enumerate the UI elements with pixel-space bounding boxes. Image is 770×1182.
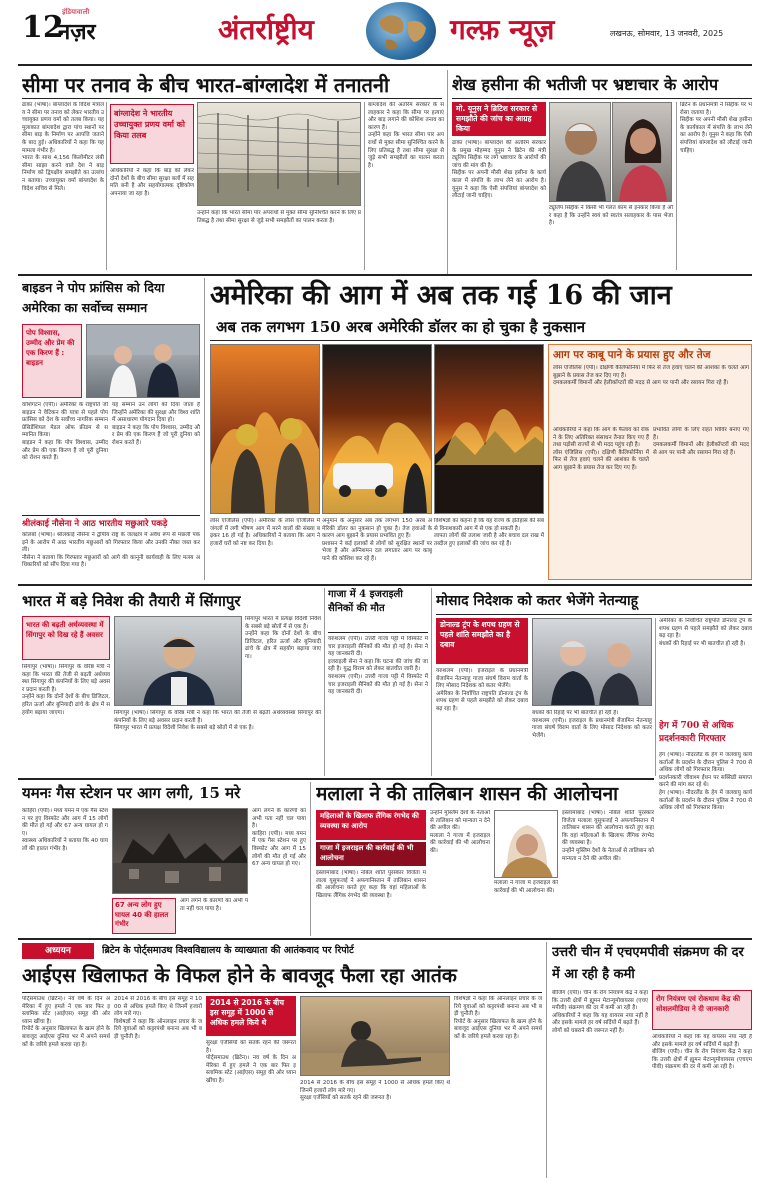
- article-body: उन्होंने मुस्लिम देशों के नेताओं से तालिबान को मान्यता न देने की अपील की। मलाला ने गाजा में इजराइल की कार्रवाई की भी आलोचना की।: [430, 810, 490, 854]
- tulip-siddiq-photo: [612, 102, 672, 202]
- biden-pope-photo: [86, 324, 200, 398]
- brand-small: इंडियावाली: [62, 8, 90, 16]
- article-body: सुरक्षा एजेंसियों को सतर्क रहने की जरूरत है। पोर्ट्समाउथ (ब्रिटेन)। नव वर्ष के दिन अमेरिका में हुए हमले ने एक बार फिर इस्लामिक स्टेट (आईएस) समूह की ओर ध्यान खींचा है।: [206, 1040, 296, 1084]
- article-body: बंधकों की रिहाई पर भी बातचीत हो रही है। यरुशलम (एपी)। इजराइल के प्रधानमंत्री बेंजामिन नेतन्याहू गाजा संघर्ष विराम वार्ता के लिए मोसाद निदेशक को कतर भेजेंगे।: [532, 710, 652, 739]
- divider: [546, 942, 547, 1178]
- divider: [452, 98, 752, 99]
- article-body: बांग्लादेश की अंतरिम सरकार के सलाहकार ने कहा कि सीमा पर हत्याएं और बाड़ लगाने की कोशिश तनाव का कारण हैं। उन्होंने कहा कि भारत सीमा पार अपराधों से मुक्त सीमा सुनिश्चित करने के लिए प्रतिबद्ध है तथा सीमा सुरक्षा से जुड़े सभी समझौतों का पालन करता है।: [368, 102, 444, 169]
- section-title-2: गल्फ़ न्यूज़: [450, 13, 555, 46]
- singapore-minister-photo: [114, 616, 242, 706]
- divider: [431, 588, 432, 776]
- article-body: अमेरिका के निर्वाचित राष्ट्रपति डोनाल्ड ट्रंप के शपथ ग्रहण से पहले समझौते को लेकर दबाव बढ़ रहा है। बंधकों की रिहाई पर भी बातचीत हो रही है।: [659, 618, 752, 647]
- article-body: अनुमान के अनुसार अब तक लगभग 150 अरब अमेरिकी डॉलर का नुकसान हो चुका है। तेज हवाओं के कारण आग बुझाने के प्रयास प्रभावित हुए हैं। प्रशासन ने कई इलाकों से लोगों को सुरक्षित स्थानों पर भेजा है और अग्निशमन दल लगातार आग पर काबू पाने की कोशिश कर रहे हैं।: [322, 518, 432, 562]
- divider: [22, 992, 542, 993]
- divider: [204, 278, 205, 580]
- subheadline-us-fire: अब तक लगभग 150 अरब अमेरिकी डॉलर का हो चुका है नुकसान: [216, 318, 586, 336]
- article-body: सिंगापुर भारत में प्रत्यक्ष विदेशी निवेश के सबसे बड़े स्रोतों में से एक है। उन्होंने कहा कि दोनों देशों के बीच डिजिटल, हरित ऊर्जा और बुनियादी ढांचे के क्षेत्र में सहयोग बढ़ाया जाएगा।: [245, 616, 321, 660]
- divider: [210, 340, 752, 341]
- headline-singapore-investment: भारत में बड़े निवेश की तैयारी में सिंगापुर: [22, 592, 241, 610]
- dateline: लखनऊ, सोमवार, 13 जनवरी, 2025: [610, 29, 724, 38]
- divider: [310, 782, 311, 936]
- article-body: आग लगने के कारणों का अभी पता नहीं चल पाया है।: [180, 898, 248, 912]
- pull-quote: गाजा में इजराइल की कार्रवाई की भी आलोचना: [316, 842, 426, 866]
- headline-sri-lanka-fishermen: श्रीलंकाई नौसेना ने आठ भारतीय मछुआरे पकड़े: [22, 519, 168, 529]
- divider: [447, 70, 448, 274]
- masthead: [0, 0, 770, 70]
- divider: [18, 584, 752, 586]
- sidebar-fire-efforts: [548, 344, 752, 580]
- article-body: ब्रिटेन के प्रधानमंत्री ने सिद्दीक पर भरोसा जताया है। सिद्दीक पर अपनी मौसी शेख हसीना के कार्यकाल में संपत्ति के लाभ लेने का आरोप है। यूनुस ने कहा कि ऐसी संपत्तियां बांग्लादेश को लौटाई जानी चाहिए।: [680, 102, 752, 154]
- article-body: विशेषज्ञों का कहना है कि यह राज्य के इतिहास की सबसे विनाशकारी आग में से एक हो सकती है। लापता लोगों की तलाश जारी है और बचाव दल राख में तब्दील हुए इलाकों की जांच कर रहे हैं।: [434, 518, 544, 547]
- article-body: पोर्ट्समाउथ (ब्रिटेन)। नव वर्ष के दिन अमेरिका में हुए हमले ने एक बार फिर इस्लामिक स्टेट (आईएस) समूह की ओर ध्यान खींचा है। रिपोर्ट के अनुसार खिलाफत के खत्म होने के बावजूद आईएस दुनिया भर में अपने समर्थकों के जरिये हमले करवा रहा है।: [22, 996, 110, 1048]
- article-body: अधिकारियों ने कहा कि बाड़ को लेकर दोनों देशों के बीच सीमा सुरक्षा बलों में सहमति बनी है और सहयोगात्मक दृष्टिकोण अपनाया जा रहा है।: [110, 168, 194, 197]
- headline-hague-arrests: हेग में 700 से अधिक प्रदर्शनकारी गिरफ्तार: [659, 721, 734, 744]
- article-body: 2014 से 2016 के बीच इस समूह ने 1000 से अधिक हमले किए थे जिनमें हजारों लोग मारे गए। सुरक्षा एजेंसियों को सतर्क रहने की जरूरत है।: [300, 1080, 450, 1102]
- is-fighter-photo: [300, 996, 450, 1076]
- pull-quote: रोग नियंत्रण एवं रोकथाम केंद्र की सोशलमीडिया ने दी जानकारी: [652, 990, 752, 1030]
- burning-car-photo: [322, 344, 432, 514]
- divider: [364, 102, 365, 270]
- headline-malala-taliban: मलाला ने की तालिबान शासन की आलोचना: [316, 783, 619, 805]
- divider: [655, 618, 656, 776]
- divider: [324, 588, 325, 776]
- article-body: 2014 से 2016 के बीच इस समूह ने 1000 से अधिक हमले किए थे जिनमें हजारों लोग मारे गए। विशेषज्ञों ने कहा कि ऑनलाइन प्रचार के जरिये युवाओं को कट्टरपंथी बनाना अब भी बड़ी चुनौती है।: [114, 996, 202, 1040]
- border-fence-photo: [197, 102, 361, 206]
- gas-station-fire-photo: [112, 808, 248, 894]
- yunus-photo: [549, 102, 611, 202]
- headline-india-bangladesh: सीमा पर तनाव के बीच भारत-बांग्लादेश में तनातनी: [22, 73, 390, 97]
- headline-biden-pope: बाइडन ने पोप फ्रांसिस को दिया अमेरिका का सर्वोच्च सम्मान: [22, 280, 165, 315]
- article-body: आग लगने के कारणों का अभी पता नहीं चल पाया है। काहिरा (एपी)। मध्य यमन में एक गैस स्टेशन पर हुए विस्फोट और आग में 15 लोगों की मौत हो गई और 67 अन्य घायल हो गए।: [252, 808, 306, 868]
- brand-logo: नज़र: [58, 19, 96, 45]
- article-body: लॉस एंजिलिस (एपी)। दक्षिणी कैलिफोर्निया में फिर से तेज हवाएं चलने की आशंका के चलते आग बुझाने के प्रयास तेज कर दिए गए हैं। दमकलकर्मी विमानों और हेलीकॉप्टरों की मदद से आग पर पानी और रसायन गिरा रहे हैं।: [553, 365, 749, 387]
- divider: [22, 98, 442, 99]
- pull-quote: 2014 से 2016 के बीच इस समूह में 1000 से अधिक हमले किये थे: [206, 996, 296, 1036]
- divider: [22, 515, 200, 516]
- article-body: सिंगापुर (भाषा)। सिंगापुर के वरिष्ठ मंत्री ने कहा कि भारत की तेजी से बढ़ती अर्थव्यवस्था सिंगापुर की कंपनियों के लिए बड़े अवसर प्रदान करती है। सिंगापुर भारत में प्रत्यक्ष विदेशी निवेश के सबसे बड़े स्रोतों में से एक है।: [114, 710, 321, 732]
- pull-quote: भारत की बढ़ती अर्थव्यवस्था में सिंगापुर को दिख रहे हैं अवसर: [22, 616, 110, 660]
- article-body: मलाला ने गाजा में इजराइल की कार्रवाई की भी आलोचना की।: [494, 880, 558, 894]
- pull-quote: डोनाल्ड ट्रंप के शपथ ग्रहण से पहले शांति समझौते का है दबाव: [436, 618, 528, 664]
- headline-fire-efforts: आग पर काबू पाने के प्रयास हुए और तेज: [553, 349, 711, 361]
- divider: [106, 102, 107, 270]
- article-body: लॉस एंजिलिस (एपी)। अमेरिका के लॉस एंजिलिस में जंगलों में लगी भीषण आग में मरने वालों की संख्या बढ़कर 16 हो गई है। अधिकारियों ने बताया कि आग ने हजारों घरों को नष्ट कर दिया है।: [210, 518, 320, 547]
- pull-quote: 67 अन्य लोग हुए घायल 40 की हालत गंभीर: [112, 898, 176, 934]
- headline-yemen-fire: यमनः गैस स्टेशन पर आग लगी, 15 मरे: [22, 784, 241, 802]
- pull-quote: बांग्लादेश ने भारतीय उच्चायुक्त प्रणय वर्मा को किया तलब: [110, 104, 194, 164]
- headline-hasina-niece: शेख हसीना की भतीजी पर भ्रष्टाचार के आरोप: [452, 75, 719, 94]
- kicker-label: अध्ययन: [45, 946, 71, 956]
- article-body: अधिकारियों ने कहा कि यह वायरस नया नहीं है और इसके मामले हर वर्ष सर्दियों में बढ़ते हैं। बीजिंग (एपी)। चीन के रोग नियंत्रण केंद्र ने कहा कि उत्तरी क्षेत्रों में ह्यूमन मेटान्यूमोवायरस (एचएमपीवी) संक्रमण की दर में कमी आ रही है।: [652, 1034, 752, 1071]
- article-body: हेग (भाषा)। नीदरलैंड के हेग में जलवायु कार्यकर्ताओं के प्रदर्शन के दौरान पुलिस ने 700 से अधिक लोगों को गिरफ्तार किया। प्रदर्शनकारी जीवाश्म ईंधन पर सब्सिडी समाप्त करने की मांग कर रहे थे। हेग (भाषा)। नीदरलैंड के हेग में जलवायु कार्यकर्ताओं के प्रदर्शन के दौरान पुलिस ने 700 से अधिक लोगों को गिरफ्तार किया।: [659, 752, 752, 812]
- article-body: कोलंबो (भाषा)। श्रीलंकाई नौसेना ने द्वीपीय राष्ट्र के जलक्षेत्र में अवैध रूप से मछली पकड़ने के आरोप में आठ भारतीय मछुआरों को गिरफ्तार किया और उनकी नौका जब्त कर ली। नौसेना ने बताया कि गिरफ्तार मछुआरों को आगे की कानूनी कार्यवाही के लिए मत्स्य अधिकारियों को सौंप दिया गया है।: [22, 532, 200, 569]
- article-body: बीजिंग (एपी)। चीन के रोग नियंत्रण केंद्र ने कहा कि उत्तरी क्षेत्रों में ह्यूमन मेटान्यूमोवायरस (एचएमपीवी) संक्रमण की दर में कमी आ रही है। अधिकारियों ने कहा कि यह वायरस नया नहीं है और इसके मामले हर वर्ष सर्दियों में बढ़ते हैं। लोगों को घबराने की जरूरत नहीं है।: [552, 990, 648, 1034]
- article-body: यह सम्मान उन लोगों को दिया जाता है जिन्होंने अमेरिका की सुरक्षा और विश्व शांति में असाधारण योगदान दिया हो। बाइडन ने कहा कि पोप विश्वास, उम्मीद और प्रेम की एक किरण हैं जो पूरी दुनिया को रोशन करते हैं।: [112, 402, 200, 446]
- divider: [18, 64, 752, 66]
- article-body: प्रभावित लोगों के लिए राहत शिविर बनाए गए हैं। दमकलकर्मी विमानों और हेलीकॉप्टरों की मदद से आग पर पानी और रसायन गिरा रहे हैं।: [653, 427, 749, 456]
- section-title: अंतर्राष्ट्रीय: [218, 13, 314, 46]
- kicker-badge: [22, 943, 94, 959]
- headline-china-hmpv: उत्तरी चीन में एचएमपीवी संक्रमण की दर में आ रही है कमी: [552, 945, 744, 982]
- malala-photo: [494, 810, 558, 878]
- burning-houses-photo: [434, 344, 544, 514]
- divider: [18, 274, 752, 276]
- article-body: यरुशलम (एपी)। उत्तरी गाजा पट्टी में विस्फोट में चार इजराइली सैनिकों की मौत हो गई है। सेना ने यह जानकारी दी। इजराइली सेना ने कहा कि घटना की जांच की जा रही है। युद्ध विराम को लेकर बातचीत जारी है। यरुशलम (एपी)। उत्तरी गाजा पट्टी में विस्फोट में चार इजराइली सैनिकों की मौत हो गई है। सेना ने यह जानकारी दी।: [328, 636, 428, 696]
- strapline-is-report: ब्रिटेन के पोर्ट्समाउथ विश्वविद्यालय के व्याख्याता की आतंकवाद पर रिपोर्ट: [102, 945, 354, 956]
- pull-quote: महिलाओं के खिलाफ लैंगिक रंगभेद की व्यवस्था का आरोप: [316, 810, 426, 840]
- pull-quote: पोप विश्वास, उम्मीद और प्रेम की एक किरण हैं : बाइडन: [22, 324, 82, 398]
- article-body: अधिकारियों ने कहा कि आग के फैलाव को रोकने के लिए अतिरिक्त संसाधन तैनात किए गए हैं तथा पड़ोसी राज्यों से भी मदद पहुंच रही है। लॉस एंजिलिस (एपी)। दक्षिणी कैलिफोर्निया में फिर से तेज हवाएं चलने की आशंका के चलते आग बुझाने के प्रयास तेज कर दिए गए हैं।: [553, 427, 649, 471]
- article-body: यरुशलम (एपी)। इजराइल के प्रधानमंत्री बेंजामिन नेतन्याहू गाजा संघर्ष विराम वार्ता के लिए मोसाद निदेशक को कतर भेजेंगे। अमेरिका के निर्वाचित राष्ट्रपति डोनाल्ड ट्रंप के शपथ ग्रहण से पहले समझौते को लेकर दबाव बढ़ रहा है।: [436, 668, 528, 712]
- pull-quote: मो. यूनुस ने ब्रिटिश सरकार से समझौते की जांच का आग्रह किया: [452, 102, 546, 136]
- article-body: इस्लामाबाद (भाषा)। नोबेल शांति पुरस्कार विजेता मलाला यूसुफजई ने अफगानिस्तान में तालिबान शासन की आलोचना करते हुए कहा कि वहां महिलाओं के खिलाफ लैंगिक रंगभेद की व्यवस्था है।: [316, 870, 426, 899]
- article-body: ट्यूलिप सिद्दीक ने किसी भी गलत काम से इनकार किया है और कहा है कि उन्होंने स्वयं को स्वतंत्र सलाहकार के पास भेजा है।: [549, 205, 673, 227]
- article-body: विशेषज्ञों ने कहा कि ऑनलाइन प्रचार के जरिये युवाओं को कट्टरपंथी बनाना अब भी बड़ी चुनौती है। रिपोर्ट के अनुसार खिलाफत के खत्म होने के बावजूद आईएस दुनिया भर में अपने समर्थकों के जरिये हमले करवा रहा है।: [454, 996, 542, 1040]
- article-body: वाशिंगटन (एपी)। अमेरिका के राष्ट्रपति जो बाइडन ने वेटिकन की यात्रा से पहले पोप फ्रांसिस को देश के सर्वोच्च नागरिक सम्मान प्रेसिडेंशियल मेडल ऑफ फ्रीडम से सम्मानित किया। बाइडन ने कहा कि पोप विश्वास, उम्मीद और प्रेम की एक किरण हैं जो पूरी दुनिया को रोशन करते हैं।: [22, 402, 108, 462]
- page-number: 12: [22, 10, 64, 45]
- article-body: काहिरा (एपी)। मध्य यमन में एक गैस स्टेशन पर हुए विस्फोट और आग में 15 लोगों की मौत हो गई और 67 अन्य घायल हो गए। स्वास्थ्य अधिकारियों ने बताया कि 40 घायलों की हालत गंभीर है।: [22, 808, 108, 852]
- article-body: इस्लामाबाद (भाषा)। नोबेल शांति पुरस्कार विजेता मलाला यूसुफजई ने अफगानिस्तान में तालिबान शासन की आलोचना करते हुए कहा कि वहां महिलाओं के खिलाफ लैंगिक रंगभेद की व्यवस्था है। उन्होंने मुस्लिम देशों के नेताओं से तालिबान को मान्यता न देने की अपील की।: [562, 810, 654, 862]
- article-body: ढाका (भाषा)। बांग्लादेश के विदेश मंत्रालय ने सीमा पर तनाव को लेकर भारतीय उच्चायुक्त प्रणय वर्मा को तलब किया। यह मुलाकात बांग्लादेश द्वारा पांच स्थानों पर सीमा बाड़ के निर्माण पर आपत्ति जताने के बाद हुई। अधिकारियों ने कहा कि यह मामला गंभीर है। भारत के साथ 4,156 किलोमीटर लंबी सीमा साझा करने वाले देश ने बाड़ निर्माण को द्विपक्षीय समझौते का उल्लंघन बताया। उच्चायुक्त वर्मा बांग्लादेश के विदेश सचिव से मिले।: [22, 102, 104, 192]
- headline-mossad-qatar: मोसाद निदेशक को कतर भेजेंगे नेतन्याहू: [436, 593, 639, 609]
- headline-is-terror: आईएस खिलाफत के विफल होने के बावजूद फैला रहा आतंक: [22, 964, 457, 987]
- article-body: ढाका (भाषा)। बांग्लादेश की अंतरिम सरकार के प्रमुख मोहम्मद यूनुस ने ब्रिटेन की मंत्री ट्यूलिप सिद्दीक पर लगे भ्रष्टाचार के आरोपों की जांच की मांग की है। सिद्दीक पर अपनी मौसी शेख हसीना के कार्यकाल में संपत्ति के लाभ लेने का आरोप है। यूनुस ने कहा कि ऐसी संपत्तियां बांग्लादेश को लौटाई जानी चाहिए।: [452, 140, 546, 200]
- globe-icon: [366, 2, 436, 60]
- netanyahu-photo: [532, 618, 652, 706]
- article-body: उन्होंने कहा कि भारत सीमा पार अपराधों से मुक्त सीमा सुनिश्चित करने के लिए प्रतिबद्ध है तथा सीमा सुरक्षा से जुड़े सभी समझौतों का पालन करता है।: [197, 210, 361, 224]
- firefighters-photo: [210, 344, 320, 514]
- divider: [676, 102, 677, 270]
- divider: [436, 614, 752, 615]
- headline-gaza-soldiers: गाजा में 4 इजराइली सैनिकों की मौत: [328, 589, 403, 614]
- divider: [18, 938, 752, 940]
- headline-us-fire: अमेरिका की आग में अब तक गई 16 की जान: [210, 280, 672, 311]
- divider: [328, 632, 428, 633]
- article-body: सिंगापुर (भाषा)। सिंगापुर के वरिष्ठ मंत्री ने कहा कि भारत की तेजी से बढ़ती अर्थव्यवस्था सिंगापुर की कंपनियों के लिए बड़े अवसर प्रदान करती है। उन्होंने कहा कि दोनों देशों के बीच डिजिटल, हरित ऊर्जा और बुनियादी ढांचे के क्षेत्र में सहयोग बढ़ाया जाएगा।: [22, 664, 110, 716]
